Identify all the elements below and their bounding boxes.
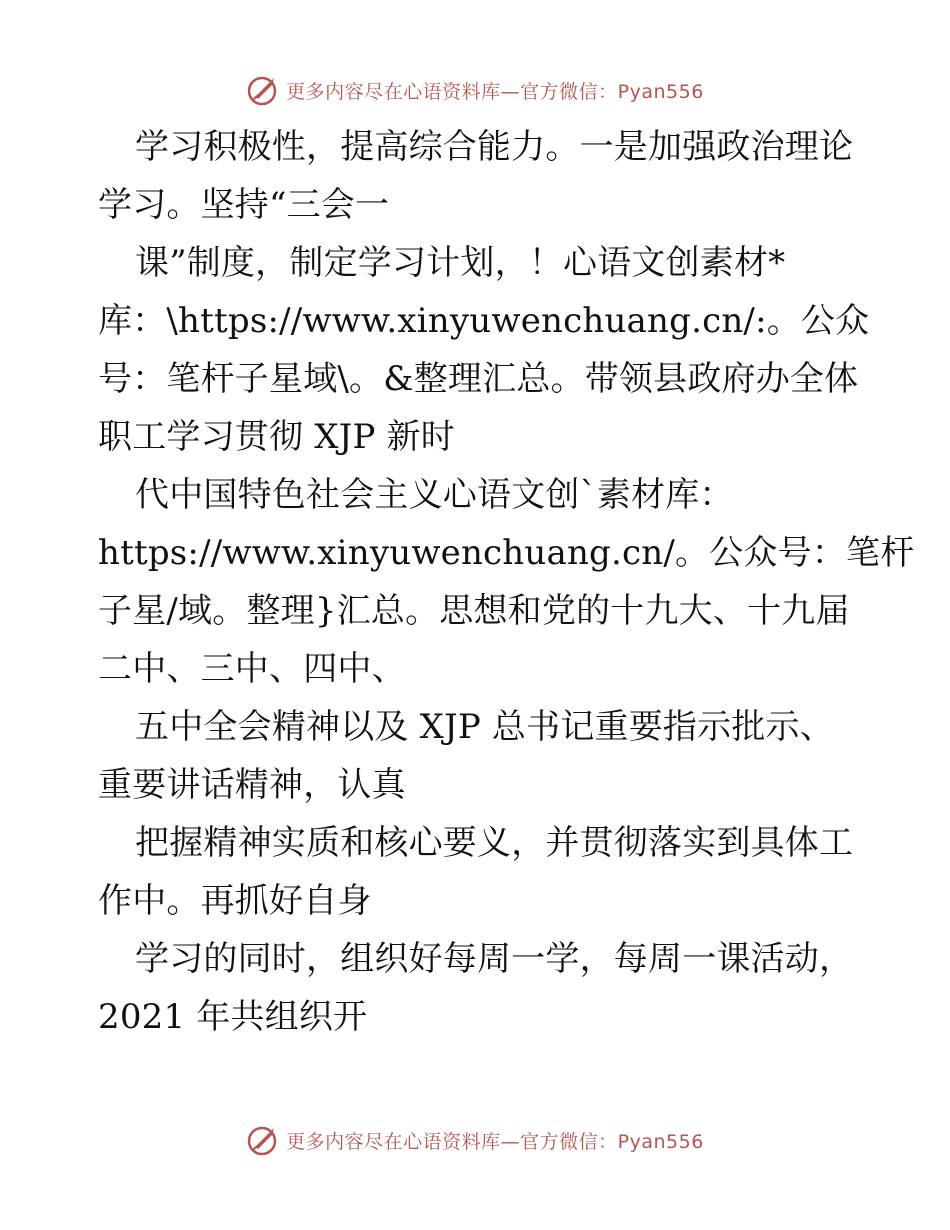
text-line: 2021 年共组织开: [98, 997, 368, 1037]
quill-logo-icon: [246, 1123, 280, 1157]
text-line: 作中。再抓好自身: [98, 881, 372, 921]
footer-watermark: [0, 1120, 950, 1160]
text-line: 学习积极性，提高综合能力。一是加强政治理论: [135, 127, 854, 167]
header-watermark: [0, 70, 950, 110]
watermark-text: 更多内容尽在心语资料库—官方微信：Pyan556: [286, 80, 704, 103]
text-line: 课”制度，制定学习计划，！心语文创素材*: [135, 243, 786, 283]
text-line: https://www.xinyuwenchuang.cn/。公众号：笔杆: [98, 533, 915, 573]
watermark-text: 更多内容尽在心语资料库—官方微信：Pyan556: [286, 1130, 704, 1153]
quill-logo-icon: [246, 73, 280, 107]
text-line: 学习。坚持“三会一: [98, 185, 390, 225]
text-line: 二中、三中、四中、: [98, 649, 406, 689]
text-line: 职工学习贯彻 XJP 新时: [98, 417, 455, 457]
text-line: 重要讲话精神，认真: [98, 765, 406, 805]
text-line: 五中全会精神以及 XJP 总书记重要指示批示、: [135, 707, 834, 747]
text-line: 学习的同时，组织好每周一学，每周一课活动，: [135, 939, 854, 979]
text-line: 代中国特色社会主义心语文创`素材库：: [135, 475, 734, 515]
text-line: 把握精神实质和核心要义，并贯彻落实到具体工: [135, 823, 854, 863]
text-line: 库：\https://www.xinyuwenchuang.cn/:。公众: [98, 301, 870, 341]
text-line: 子星/域。整理}汇总。思想和党的十九大、十九届: [98, 591, 850, 631]
text-line: 号：笔杆子星域\。&整理汇总。带领县政府办全体: [98, 359, 859, 399]
document-body: [98, 118, 915, 1046]
